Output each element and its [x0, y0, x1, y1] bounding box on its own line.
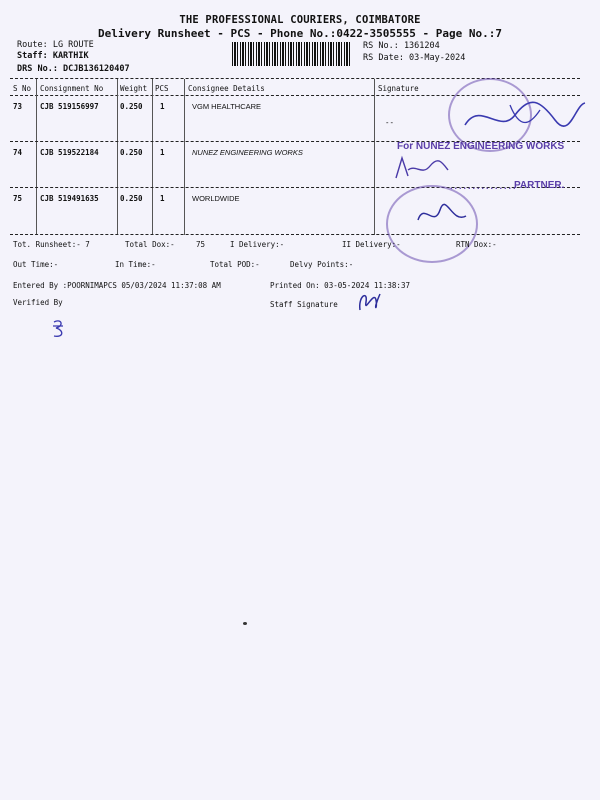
row-pcs: 1: [160, 194, 165, 203]
out-time: Out Time:-: [13, 260, 59, 269]
partner-dotted-line: ...............: [450, 181, 518, 191]
row-sno: 74: [13, 148, 23, 157]
column-separator: [184, 79, 185, 235]
row-weight: 0.250: [120, 102, 143, 111]
row-sno: 75: [13, 194, 23, 203]
row-consignee: VGM HEALTHCARE: [192, 102, 262, 111]
runsheet-subtitle: Delivery Runsheet - PCS - Phone No.:0422-3505555 - Page No.:7: [98, 27, 502, 40]
i-delivery: I Delivery:-: [230, 240, 285, 249]
column-separator: [117, 79, 118, 235]
staff-label: Staff: KARTHIK: [17, 51, 89, 61]
nunez-stamp-text: For NUNEZ ENGINEERING WORKS: [397, 141, 565, 152]
staff-signature-mark: [354, 286, 384, 316]
row-consignment: CJB 519522184: [40, 148, 99, 157]
rs-date: RS Date: 03-May-2024: [363, 53, 466, 63]
entered-by: Entered By :POORNIMAPCS 05/03/2024 11:37:08 AM: [13, 281, 221, 290]
tot-runsheet: Tot. Runsheet:- 7: [13, 240, 90, 249]
printed-on: Printed On: 03-05-2024 11:38:37: [270, 281, 410, 290]
rtn-dox: RTN Dox:-: [456, 240, 497, 249]
total-pod: Total POD:-: [210, 260, 260, 269]
row-consignee: NUNEZ ENGINEERING WORKS: [192, 148, 303, 157]
row-signature: --: [385, 118, 395, 127]
route-label: Route: LG ROUTE: [17, 40, 94, 50]
col-header-weight: Weight: [120, 84, 148, 93]
total-dox-value: 75: [196, 240, 206, 249]
column-separator: [374, 79, 375, 235]
row-consignment: CJB 519156997: [40, 102, 99, 111]
row-consignee: WORLDWIDE: [192, 194, 240, 203]
row-consignment: CJB 519491635: [40, 194, 99, 203]
table-bottom-rule: [10, 234, 580, 235]
col-header-consignee: Consignee Details: [188, 84, 265, 93]
col-header-pcs: PCS: [155, 84, 169, 93]
row-weight: 0.250: [120, 148, 143, 157]
barcode: [232, 42, 352, 66]
rs-number: RS No.: 1361204: [363, 41, 440, 51]
drs-number: DRS No.: DCJB136120407: [17, 64, 130, 74]
ii-delivery: II Delivery:-: [342, 240, 401, 249]
column-separator: [152, 79, 153, 235]
column-separator: [36, 79, 37, 235]
col-header-signature: Signature: [378, 84, 419, 93]
row-pcs: 1: [160, 148, 165, 157]
row-weight: 0.250: [120, 194, 143, 203]
col-header-sno: S No: [13, 84, 32, 93]
ink-spot: [243, 622, 247, 625]
seal-signature: [412, 198, 472, 233]
staff-signature-label: Staff Signature: [270, 300, 338, 309]
handwritten-signature: [392, 150, 452, 190]
company-title: THE PROFESSIONAL COURIERS, COIMBATORE: [179, 14, 421, 26]
verified-by: Verified By: [13, 298, 63, 307]
signature-scribble: [460, 95, 590, 140]
col-header-consignment: Consignment No: [40, 84, 104, 93]
delvy-points: Delvy Points:-: [290, 260, 354, 269]
row-sno: 73: [13, 102, 23, 111]
total-dox-label: Total Dox:-: [125, 240, 175, 249]
row-pcs: 1: [160, 102, 165, 111]
partner-stamp-text: PARTNER.: [514, 180, 565, 191]
verifier-initials: [48, 316, 70, 340]
in-time: In Time:-: [115, 260, 156, 269]
